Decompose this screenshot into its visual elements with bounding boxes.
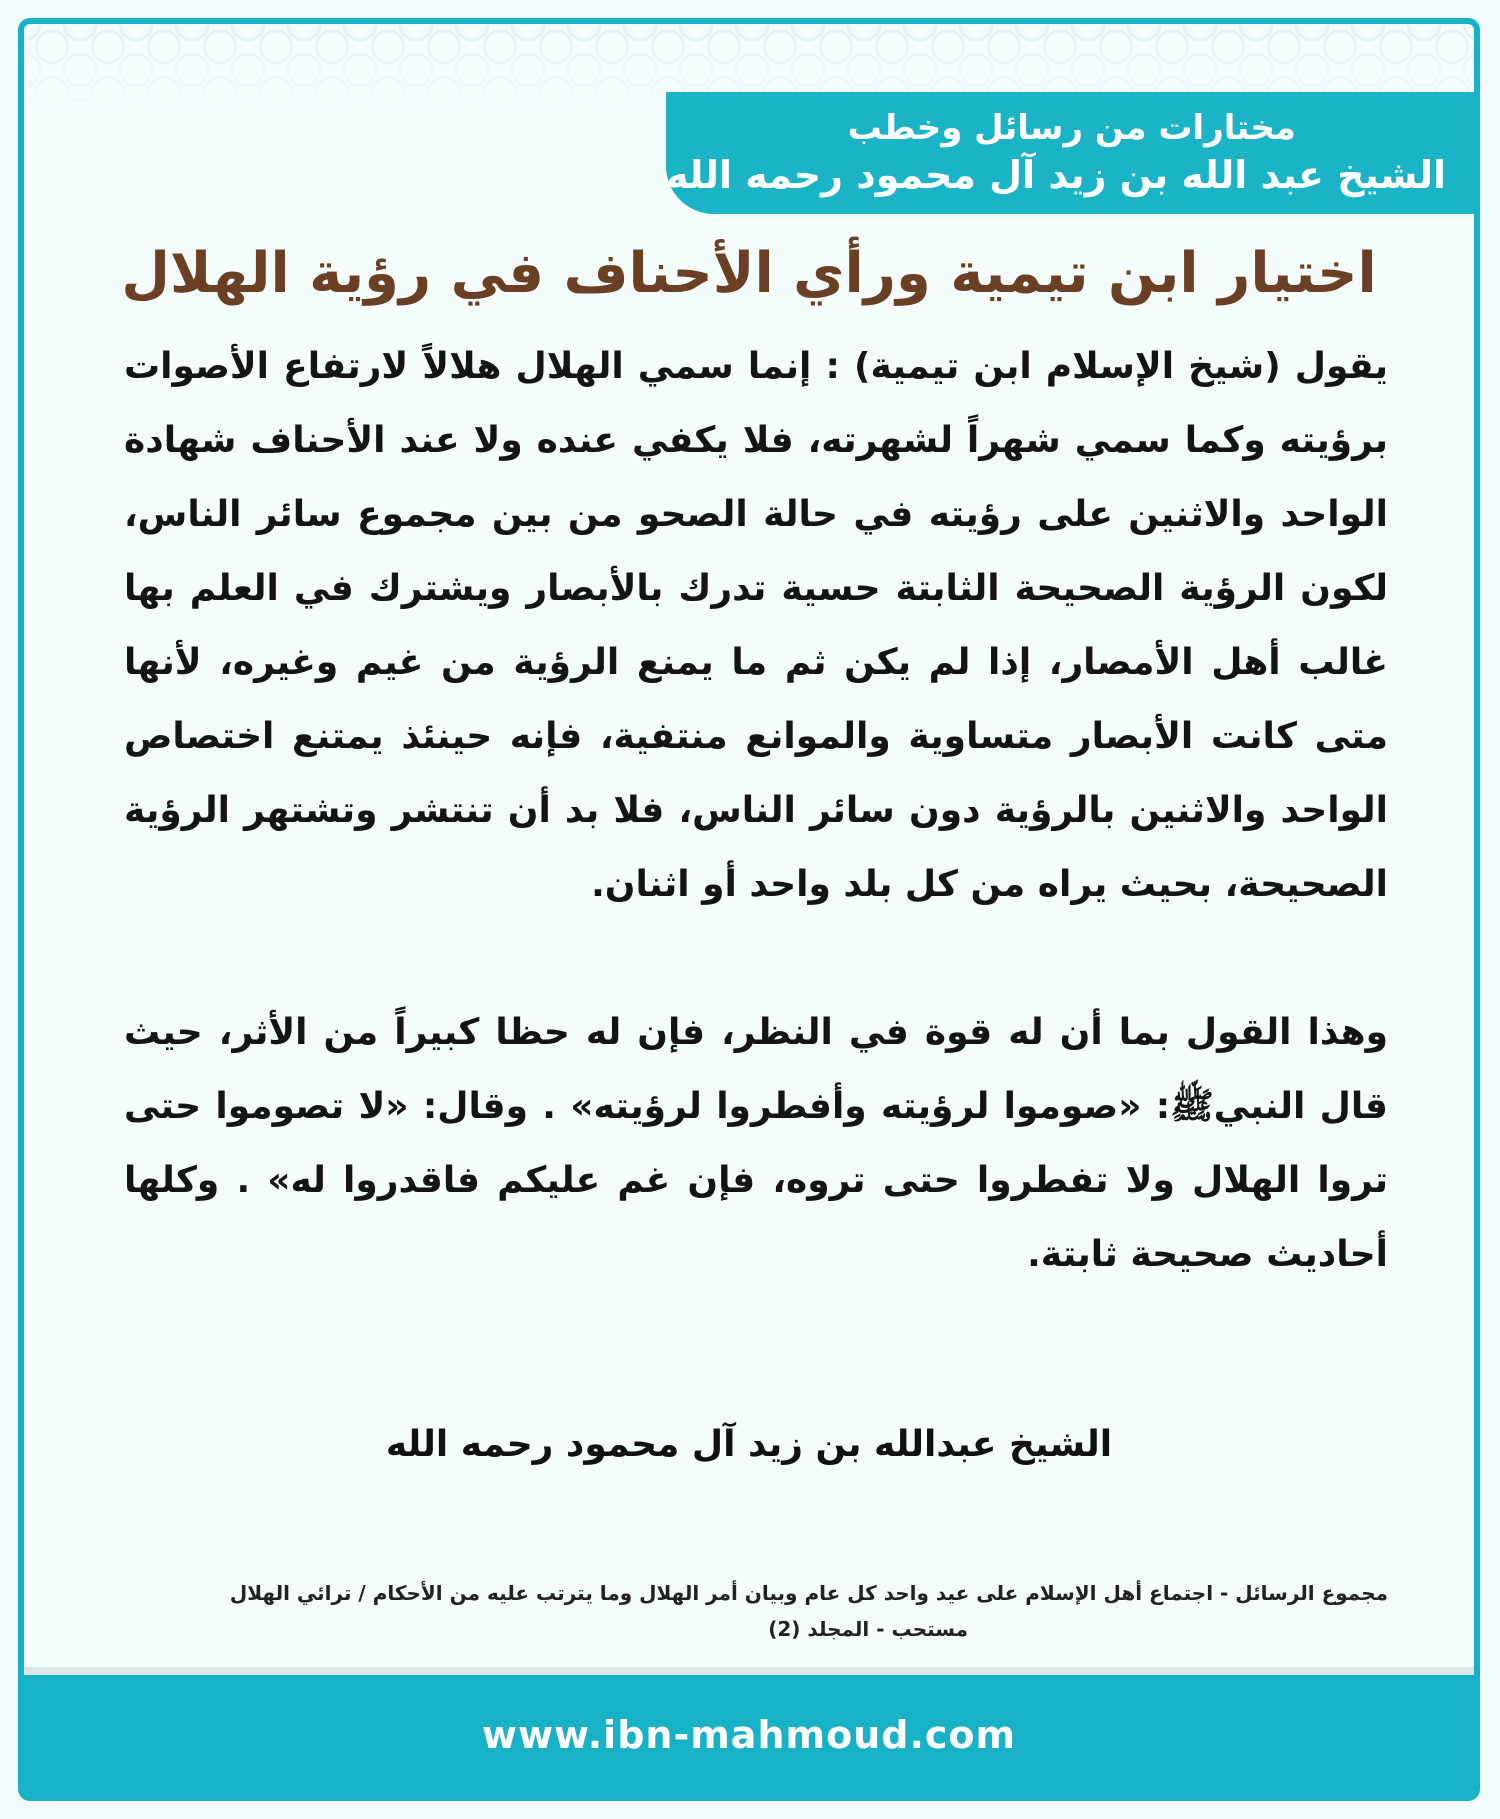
paragraph-1: يقول (شيخ الإسلام ابن تيمية) : إنما سمي الهلال هلالاً لارتفاع الأصوات برؤيته وكما سمي شهراً لشهرته، فلا يكفي عنده ولا عند الأحناف شهادة الواحد والاثنين على رؤيته في حالة الصحو من بين مجموع سائر الناس، لكون الرؤية الصحيحة الثابتة حسية تدرك بالأبصار ويشترك في العلم بها غالب أهل الأمصار، إذا لم يكن ثم ما يمنع الرؤية من غيم وغيره، لأنها متى كانت الأبصار متساوية والموانع منتفية، فإنه حينئذ يمتنع اختصاص الواحد والاثنين بالرؤية دون سائر الناس، فلا بد أن تنتشر وتشتهر الرؤية الصحيحة، بحيث يراه من كل بلد واحد أو اثنان. [124, 346, 1388, 905]
paragraph-2: وهذا القول بما أن له قوة في النظر، فإن له حظا كبيراً من الأثر، حيث قال النبيﷺ: «صوموا لرؤيته وأفطروا لرؤيته» . وقال: «لا تصوموا حتى تروا الهلال ولا تفطروا حتى تروه، فإن غم عليكم فاقدروا له» . وكلها أحاديث صحيحة ثابتة. [124, 1012, 1388, 1275]
page-title: اختيار ابن تيمية ورأي الأحناف في رؤية الهلال [121, 241, 1377, 306]
page-frame [18, 18, 1480, 1801]
author-signature: الشيخ عبدالله بن زيد آل محمود رحمه الله [385, 1424, 1113, 1465]
series-author: الشيخ عبد الله بن زيد آل محمود رحمه الله [666, 153, 1446, 197]
series-banner [666, 92, 1474, 214]
article-body [124, 330, 1388, 1292]
series-title: مختارات من رسائل وخطب [847, 108, 1296, 148]
footer-bar [24, 1667, 1474, 1795]
source-line-1: مجموع الرسائل - اجتماع أهل الإسلام على عيد واحد كل عام وبيان أمر الهلال وما يترتب عليه من الأحكام / ترائي الهلال [229, 1581, 1388, 1605]
source-citation [114, 1575, 1388, 1647]
website-link[interactable]: www.ibn-mahmoud.com [481, 1713, 1017, 1757]
source-line-2: مستحب - المجلد (2) [768, 1617, 968, 1641]
